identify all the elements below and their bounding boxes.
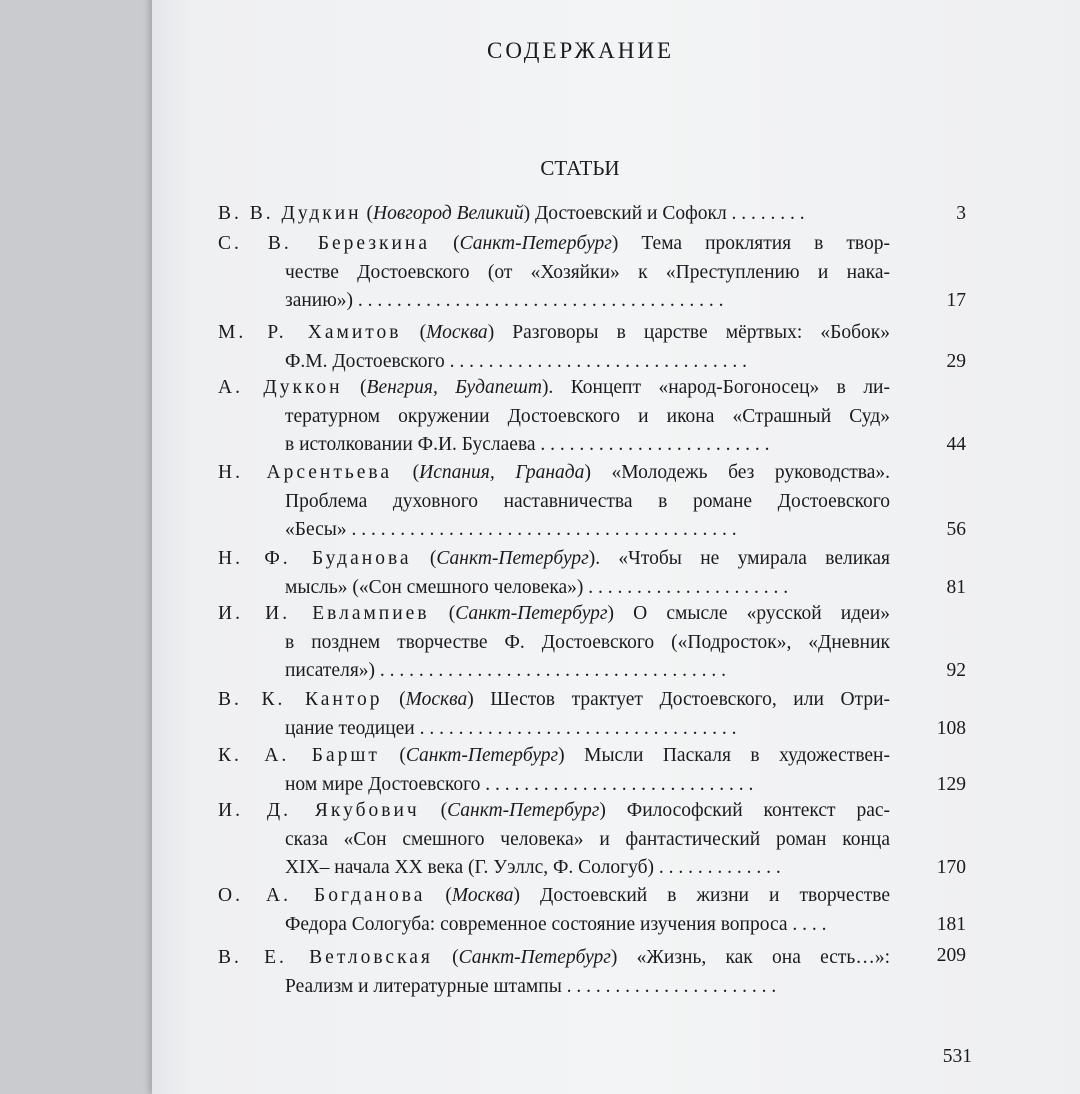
- author-name: И. И. Евлампиев: [218, 603, 430, 624]
- toc-entry-line: [285, 854, 781, 882]
- toc-page-number: 29: [946, 350, 966, 372]
- entry-text: занию») . . . . . . . . . . . . . . . . . . . . . . . . . . . . . . . . . . . . . .: [285, 290, 724, 311]
- toc-entry-line: [218, 882, 890, 910]
- toc-entry-line: [218, 686, 890, 714]
- toc-entry-line: [285, 259, 890, 287]
- toc-entry-line: [285, 771, 753, 799]
- toc-entry-line: [218, 944, 890, 972]
- toc-entry-line: [218, 230, 890, 258]
- toc-page-number: 170: [936, 857, 966, 878]
- toc-entry-line: [218, 600, 890, 628]
- author-name: В. К. Кантор: [218, 689, 383, 710]
- toc-page-number: 181: [936, 913, 966, 935]
- author-name: В. Е. Ветловская: [218, 947, 433, 968]
- entry-text: ном мире Достоевского . . . . . . . . . . . . . . . . . . . . . . . . . . . .: [285, 773, 754, 795]
- toc-page-number: 3: [956, 203, 966, 224]
- entry-text: ) Мысли Паскаля в художествен-: [558, 745, 890, 766]
- entry-text: ) «Жизнь, как она есть…»:: [610, 947, 890, 968]
- entry-text: ). Концепт «народ-Богоносец» в ли-: [541, 377, 890, 398]
- toc-entry-line: [285, 431, 770, 459]
- entry-text: (: [411, 548, 437, 569]
- toc-entry-line: [285, 657, 726, 685]
- author-name: А. Дуккон: [218, 377, 343, 398]
- toc-entry-line: [218, 545, 890, 573]
- entry-text: тературном окружении Достоевского и икона «Страшный Суд»: [285, 405, 890, 427]
- toc-page-number: 17: [946, 290, 966, 311]
- entry-text: (: [432, 947, 459, 968]
- entry-text: (: [419, 800, 448, 821]
- toc-entry-line: [285, 348, 747, 376]
- entry-text: цание теодицеи . . . . . . . . . . . . . . . . . . . . . . . . . . . . . . . . .: [285, 717, 737, 739]
- author-city: Санкт-Петербург: [458, 947, 611, 968]
- toc-entry-line: [285, 629, 890, 657]
- author-city: Санкт-Петербург: [459, 233, 612, 254]
- entry-text: мысль» («Сон смешного человека») . . . . . . . . . . . . . . . . . . . . .: [285, 576, 789, 598]
- author-name: К. А. Баршт: [218, 745, 380, 766]
- toc-entry-line: [285, 287, 724, 315]
- toc-entry-line: [218, 742, 890, 770]
- author-city: Санкт-Петербург: [436, 548, 589, 569]
- toc-entry-line: [285, 911, 827, 939]
- author-name: Н. Ф. Буданова: [218, 548, 412, 569]
- entry-text: Ф.М. Достоевского . . . . . . . . . . . . . . . . . . . . . . . . . . . . . . .: [285, 350, 747, 372]
- toc-entry-line: [285, 488, 890, 516]
- section-heading: СТАТЬИ: [540, 156, 620, 180]
- entry-text: (: [342, 377, 367, 398]
- toc-entry-line: [218, 200, 805, 228]
- toc-entry-line: [218, 374, 890, 402]
- entry-text: (: [425, 885, 452, 906]
- page-number: 531: [942, 1046, 972, 1067]
- toc-page-number: 209: [936, 945, 966, 966]
- entry-text: ) О смысле «русской идеи»: [607, 603, 890, 624]
- author-city: Москва: [451, 885, 514, 906]
- entry-text: ) Шестов трактует Достоевского, или Отри-: [467, 689, 890, 710]
- author-city: Новгород Великий: [372, 203, 524, 224]
- toc-page-number: 92: [946, 660, 966, 681]
- toc-entry-line: [285, 516, 737, 544]
- toc-page-number: 108: [936, 717, 966, 739]
- entry-text: (: [382, 689, 406, 710]
- entry-text: ) Достоевский в жизни и творчестве: [513, 885, 891, 906]
- entry-text: (: [429, 603, 456, 624]
- author-name: И. Д. Якубович: [218, 800, 420, 821]
- entry-text: писателя») . . . . . . . . . . . . . . . . . . . . . . . . . . . . . . . . . . . .: [285, 660, 727, 681]
- entry-text: Федора Сологуба: современное состояние изучения вопроса . . . .: [285, 913, 827, 935]
- entry-text: Проблема духовного наставничества в романе Достоевского: [285, 490, 890, 512]
- author-city: Санкт-Петербург: [455, 603, 608, 624]
- author-city: Москва: [426, 322, 488, 343]
- toc-page-number: 56: [946, 519, 966, 540]
- author-city: Испания, Гранада: [419, 462, 585, 483]
- author-name: С. В. Березкина: [218, 233, 431, 254]
- entry-text: (: [379, 745, 406, 766]
- entry-text: (: [361, 203, 373, 224]
- toc-entry-line: [285, 574, 788, 602]
- author-city: Санкт-Петербург: [405, 745, 559, 766]
- toc-page-number: 129: [936, 773, 966, 795]
- toc-page-number: 44: [946, 434, 966, 455]
- toc-entry-line: [285, 403, 890, 431]
- toc-page-number: 81: [946, 576, 966, 598]
- entry-text: ) Тема проклятия в твор-: [611, 233, 890, 254]
- toc-entry-line: [218, 459, 890, 487]
- author-name: В. В. Дудкин: [218, 203, 362, 224]
- entry-text: ) «Молодежь без руководства».: [584, 462, 890, 483]
- entry-text: в истолковании Ф.И. Буслаева . . . . . . . . . . . . . . . . . . . . . . . .: [285, 434, 770, 455]
- entry-text: честве Достоевского (от «Хозяйки» к «Преступлению и нака-: [285, 261, 890, 283]
- entry-text: сказа «Сон смешного человека» и фантастический роман конца: [285, 828, 890, 850]
- entry-text: ). «Чтобы не умирала великая: [588, 548, 890, 569]
- entry-text: ) Разговоры в царстве мёртвых: «Бобок»: [487, 322, 890, 343]
- entry-text: Реализм и литературные штампы . . . . . . . . . . . . . . . . . . . . . .: [285, 975, 777, 997]
- entry-text: ) Философский контекст рас-: [599, 800, 891, 821]
- author-name: О. А. Богданова: [218, 885, 426, 906]
- toc-entry-line: [285, 715, 737, 743]
- toc-entry-line: [218, 797, 890, 825]
- entry-text: (: [430, 233, 460, 254]
- entry-text: в позднем творчестве Ф. Достоевского («Подросток», «Дневник: [285, 631, 890, 653]
- author-city: Москва: [405, 689, 468, 710]
- toc-entry-line: [285, 973, 776, 1001]
- entry-text: XIX– начала XX века (Г. Уэллс, Ф. Сологуб) . . . . . . . . . . . . .: [285, 857, 781, 878]
- entry-text: (: [401, 322, 427, 343]
- author-name: М. Р. Хамитов: [218, 322, 402, 343]
- page-title: СОДЕРЖАНИЕ: [486, 38, 674, 63]
- entry-text: «Бесы» . . . . . . . . . . . . . . . . . . . . . . . . . . . . . . . . . . . . . . . .: [285, 519, 737, 540]
- entry-text: (: [392, 462, 420, 483]
- toc-entry-line: [285, 826, 890, 854]
- entry-text: ) Достоевский и Софокл . . . . . . . .: [523, 203, 805, 224]
- author-city: Санкт-Петербург: [447, 800, 600, 821]
- author-city: Венгрия, Будапешт: [366, 377, 542, 398]
- toc-entry-line: [218, 319, 890, 347]
- author-name: Н. Арсентьева: [218, 462, 393, 483]
